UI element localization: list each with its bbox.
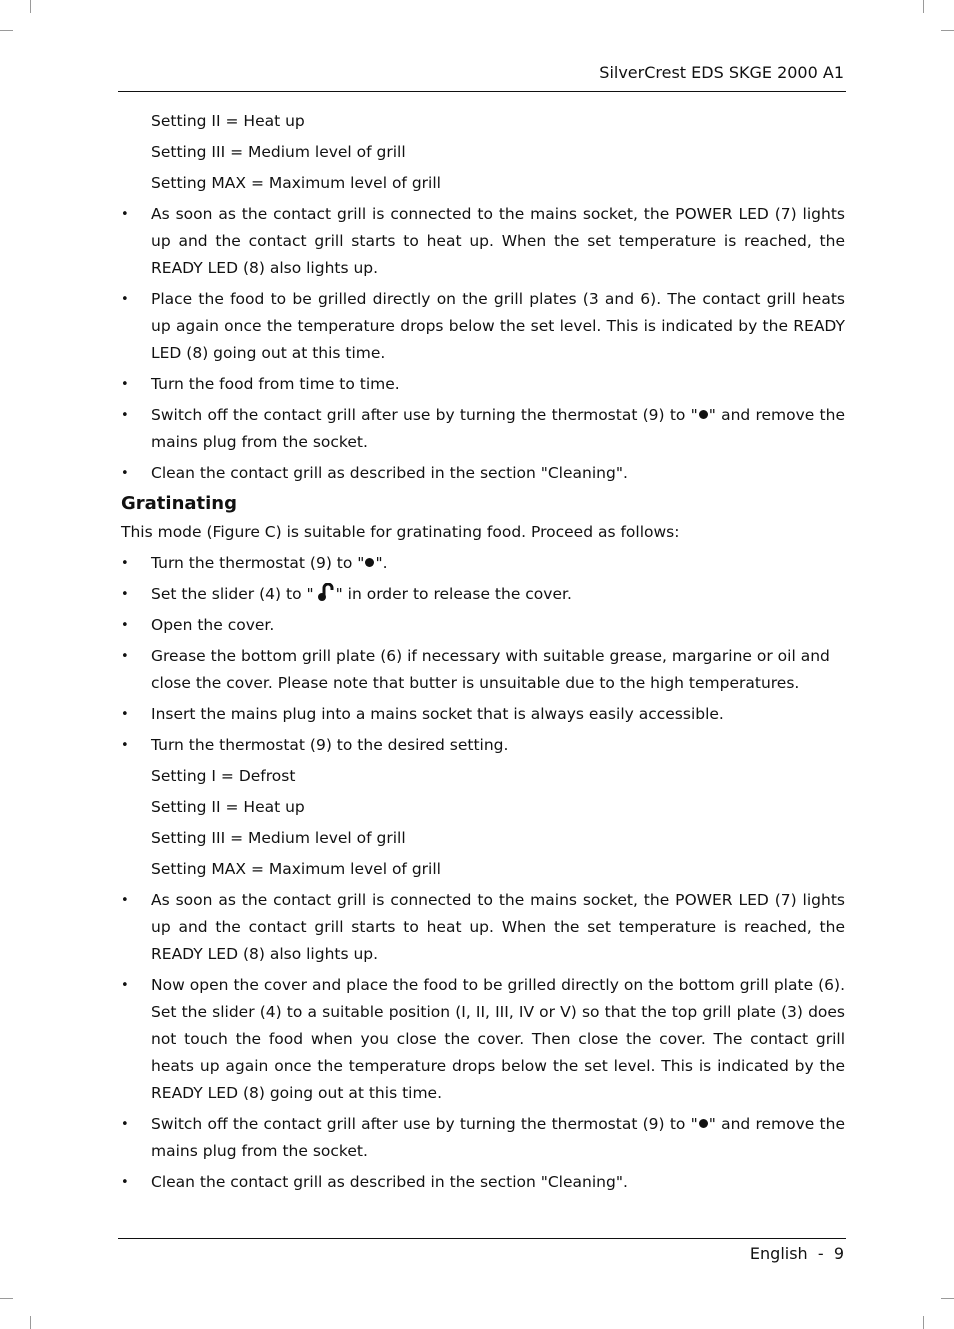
crop-mark [30,0,31,13]
setting-line: Setting MAX = Maximum level of grill [151,860,441,878]
setting-line: Setting MAX = Maximum level of grill [151,174,441,192]
filled-dot-icon [699,410,708,419]
bullet-icon: • [121,377,129,392]
filled-dot-icon [365,558,374,567]
list-item: • Set the slider (4) to " " in order to release the cover. [121,581,845,608]
setting-line: Setting III = Medium level of grill [151,829,406,847]
filled-dot-icon [699,1119,708,1128]
crop-mark [0,30,13,31]
list-item: • Switch off the contact grill after use by turning the thermostat (9) to " " and remove the mains plug from the socket. [121,402,845,456]
bullet-icon: • [121,1117,129,1132]
section-intro: This mode (Figure C) is suitable for gratinating food. Proceed as follows: [121,523,680,541]
list-item: • Grease the bottom grill plate (6) if necessary with suitable grease, margarine or oil and close the cover. Please note that butter is unsuitable due to the high temperatures. [121,643,845,697]
setting-line: Setting III = Medium level of grill [151,143,406,161]
bullet-icon: • [121,618,129,633]
list-item: • As soon as the contact grill is connected to the mains socket, the POWER LED (7) lights up and the contact grill starts to heat up. When the set temperature is reached, the READY LED (8) also lights up. [121,201,845,282]
list-item: • Open the cover. [121,612,845,639]
list-item: • Place the food to be grilled directly on the grill plates (3 and 6). The contact grill heats up again once the temperature drops below the set level. This is indicated by the READY LED (8) going out at this time. [121,286,845,367]
crop-mark [923,1316,924,1329]
footer-rule [118,1238,846,1239]
bullet-icon: • [121,292,129,307]
bullet-icon: • [121,707,129,722]
bullet-icon: • [121,408,129,423]
list-item: • Turn the thermostat (9) to " ". [121,550,845,577]
bullet-icon: • [121,893,129,908]
bullet-icon: • [121,649,129,664]
crop-mark [941,1298,954,1299]
section-heading: Gratinating [121,493,238,514]
list-item: • Turn the food from time to time. [121,371,845,398]
crop-mark [30,1316,31,1329]
list-item: • Turn the thermostat (9) to the desired setting. [121,732,845,759]
bullet-icon: • [121,738,129,753]
crop-mark [923,0,924,13]
list-item: • Clean the contact grill as described in the section "Cleaning". [121,1169,845,1196]
list-item: • Insert the mains plug into a mains socket that is always easily accessible. [121,701,845,728]
header-rule [118,91,846,92]
setting-line: Setting II = Heat up [151,112,305,130]
crop-mark [0,1298,13,1299]
page-content [121,108,845,1200]
bullet-icon: • [121,587,129,602]
setting-line: Setting II = Heat up [151,798,305,816]
list-item: • Now open the cover and place the food to be grilled directly on the bottom grill plate (6). Set the slider (4) to a suitable position (I, II, III, IV or V) so that the top grill plate (3) does not touch the food when you close the cover. Then close the cover. The contact grill heats up again once the temperature drops below the set level. This is indicated by the READY LED (8) going out at this time. [121,972,845,1107]
crop-mark [941,30,954,31]
bullet-icon: • [121,556,129,571]
bullet-icon: • [121,207,129,222]
bullet-icon: • [121,978,129,993]
unlock-icon [314,583,336,601]
list-item: • Switch off the contact grill after use by turning the thermostat (9) to " " and remove the mains plug from the socket. [121,1111,845,1165]
list-item: • As soon as the contact grill is connected to the mains socket, the POWER LED (7) lights up and the contact grill starts to heat up. When the set temperature is reached, the READY LED (8) also lights up. [121,887,845,968]
list-item: • Clean the contact grill as described in the section "Cleaning". [121,460,845,487]
page-header-title: SilverCrest EDS SKGE 2000 A1 [599,63,844,82]
page-footer: English - 9 [749,1244,844,1263]
bullet-icon: • [121,1175,129,1190]
bullet-icon: • [121,466,129,481]
setting-line: Setting I = Defrost [151,767,296,785]
